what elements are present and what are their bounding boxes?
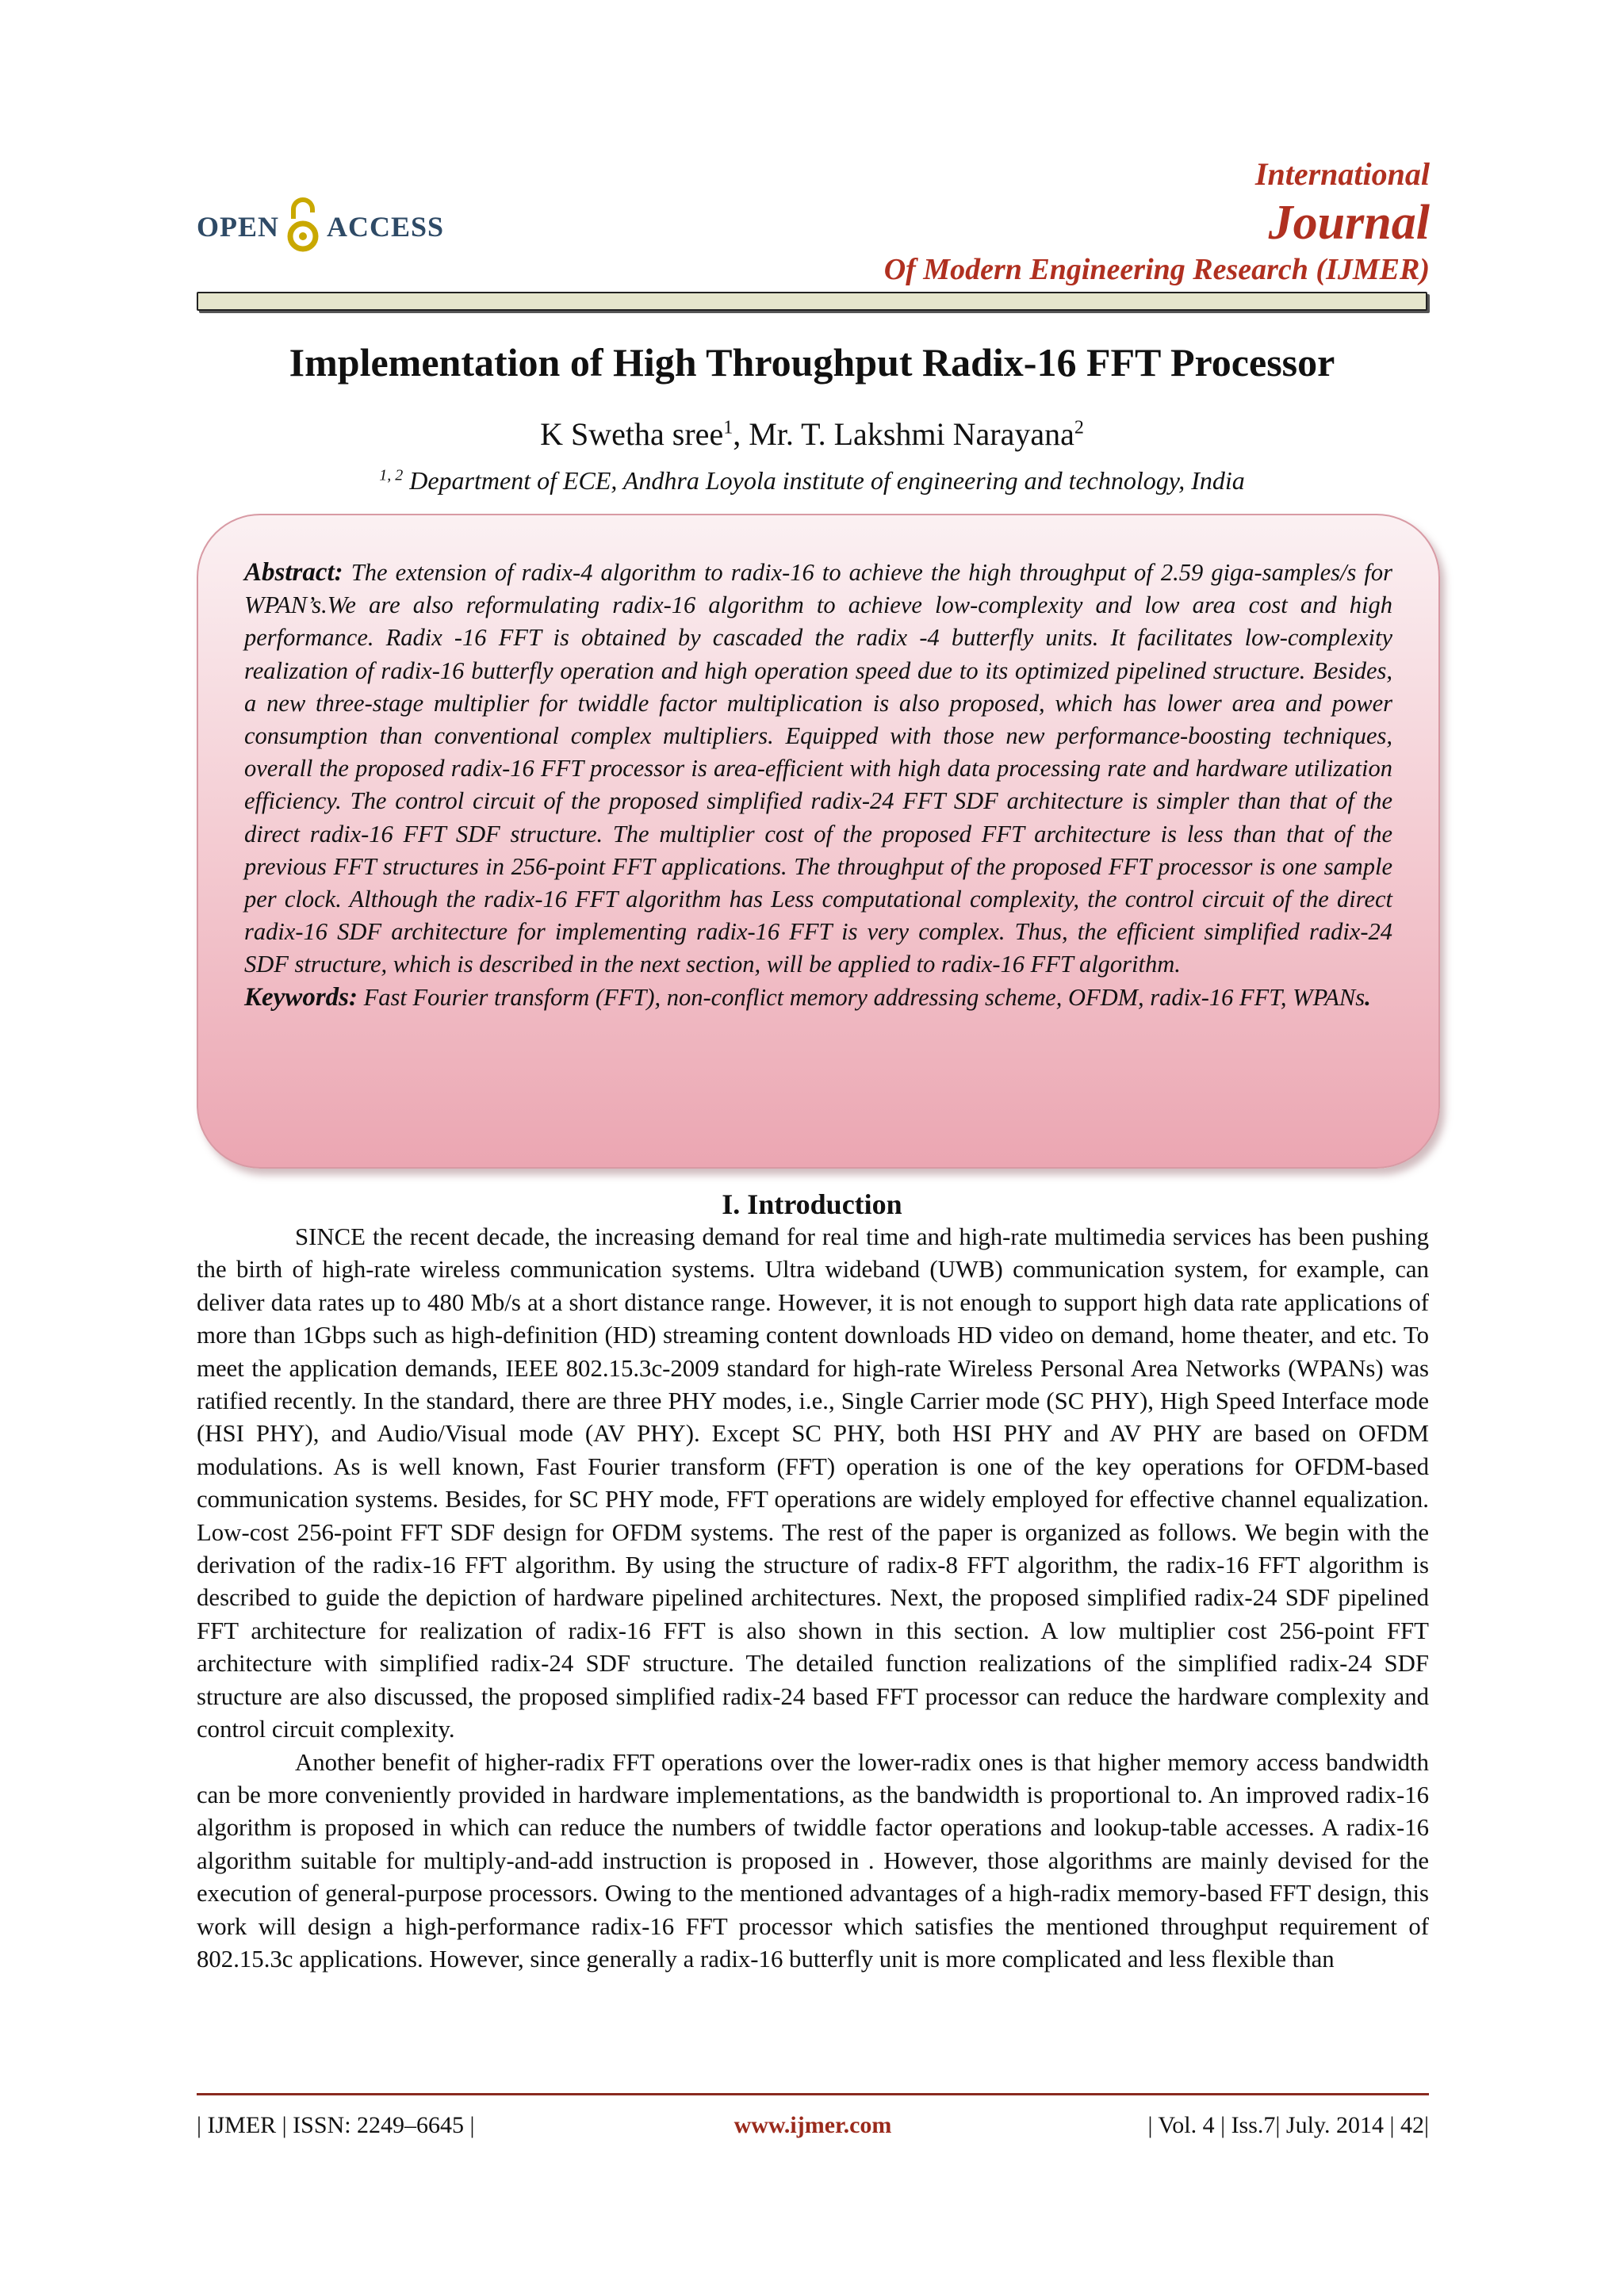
author-2-sup: 2 — [1074, 417, 1084, 438]
keywords-end: . — [1365, 983, 1371, 1011]
footer-website-link[interactable]: www.ijmer.com — [733, 2112, 892, 2138]
journal-line-international: International — [1254, 156, 1430, 192]
section-heading: I. Introduction — [722, 1188, 902, 1220]
author-1-sup: 1 — [723, 417, 733, 438]
affiliation-sup: 1, 2 — [379, 466, 404, 484]
abstract-paragraph — [244, 557, 1392, 982]
header-divider — [197, 292, 1427, 311]
affiliation-text: Department of ECE, Andhra Loyola institute of engineering and technology, India — [409, 466, 1245, 495]
keywords-paragraph — [244, 982, 1392, 1014]
open-access-badge — [197, 195, 444, 258]
body-paragraph-1: SINCE the recent decade, the increasing demand for real time and high-rate multimedia services has been pushing the birth of high-rate wireless communication systems. Ultra wideband (UWB) communication system, for example, can deliver data rates up to 480 Mb/s at a short distance range. However, it is not enough to support high data rate applications of more than 1Gbps such as high-definition (HD) streaming content downloads HD video on demand, home theater, and etc. To meet the application demands, IEEE 802.15.3c-2009 standard for high-rate Wireless Personal Area Networks (WPANs) was ratified recently. In the standard, there are three PHY modes, i.e., Single Carrier mode (SC PHY), High Speed Interface mode (HSI PHY), and Audio/Visual mode (AV PHY). Except SC PHY, both HSI PHY and AV PHY are based on OFDM modulations. As is well known, Fast Fourier transform (FFT) operation is one of the key operations for OFDM-based communication systems. Besides, for SC PHY mode, FFT operations are widely employed for effective channel equalization. Low-cost 256-point FFT SDF design for OFDM systems. The rest of the paper is organized as follows. We begin with the derivation of the radix-16 FFT algorithm. By using the structure of radix-8 FFT algorithm, the radix-16 FFT algorithm is described to guide the depiction of hardware pipelined architectures. Next, the proposed simplified radix-24 SDF pipelined FFT architecture for realization of radix-16 FFT is also shown in this section. A low multiplier cost 256-point FFT architecture with simplified radix-24 SDF structure. The detailed function realizations of the simplified radix-24 SDF structure are also discussed, the proposed simplified radix-24 based FFT processor can reduce the hardware complexity and control circuit complexity. — [197, 1223, 1429, 1743]
author-1: K Swetha sree — [540, 416, 724, 452]
abstract-label: Abstract: — [244, 558, 343, 587]
keywords-text: Fast Fourier transform (FFT), non-conflict memory addressing scheme, OFDM, radix-16 FFT, WPANs — [363, 983, 1365, 1011]
abstract-text: The extension of radix-4 algorithm to radix-16 to achieve the high throughput of 2.59 giga-samples/s for WPAN’s.We are also reformulating radix-16 algorithm to achieve low-complexity and low area cost and high performance. Radix -16 FFT is obtained by cascaded the radix -4 butterfly units. It facilitates low-complexity realization of radix-16 butterfly operation and high operation speed due to its optimized pipelined structure. Besides, a new three-stage multiplier for twiddle factor multiplication is also proposed, which has lower area and power consumption than conventional complex multipliers. Equipped with those new performance-boosting techniques, overall the proposed radix-16 FFT processor is area-efficient with high data processing rate and hardware utilization efficiency. The control circuit of the proposed simplified radix-24 FFT SDF architecture is simpler than that of the direct radix-16 FFT SDF structure. The multiplier cost of the proposed FFT architecture is less than that of the previous FFT structures in 256-point FFT applications. The throughput of the proposed FFT processor is one sample per clock. Although the radix-16 FFT algorithm has Less computational complexity, the control circuit of the direct radix-16 SDF architecture for implementing radix-16 FFT is very complex. Thus, the efficient simplified radix-24 SDF structure, which is described in the next section, will be applied to radix-16 FFT algorithm. — [244, 559, 1393, 978]
paper-authors — [0, 415, 1624, 453]
open-access-left-word: OPEN — [197, 211, 280, 243]
paper-affiliation — [0, 466, 1624, 496]
section-body — [197, 1221, 1429, 1976]
footer-volume: | Vol. 4 | Iss.7| July. 2014 | 42| — [1147, 2112, 1429, 2138]
open-access-lock-icon — [285, 195, 320, 258]
journal-line-journal: Journal — [1268, 196, 1430, 250]
abstract-box — [197, 514, 1440, 1169]
author-2: , Mr. T. Lakshmi Narayana — [733, 416, 1074, 452]
keywords-label: Keywords: — [244, 982, 358, 1012]
journal-line-name: Of Modern Engineering Research (IJMER) — [883, 253, 1430, 286]
body-paragraph-2: Another benefit of higher-radix FFT operations over the lower-radix ones is that higher memory access bandwidth can be more conveniently provided in hardware implementations, as the bandwidth is proportional to. An improved radix-16 algorithm is proposed in which can reduce the numbers of twiddle factor operations and lookup-table accesses. A radix-16 algorithm suitable for multiply-and-add instruction is proposed in . However, those algorithms are mainly devised for the execution of general-purpose processors. Owing to the mentioned advantages of a high-radix memory-based FFT design, this work will design a high-performance radix-16 FFT processor which satisfies the mentioned throughput requirement of 802.15.3c applications. However, since generally a radix-16 butterfly unit is more complicated and less flexible than — [197, 1748, 1429, 1973]
open-access-right-word: ACCESS — [327, 211, 445, 243]
footer-divider — [197, 2093, 1429, 2095]
paper-title: Implementation of High Throughput Radix-16 FFT Processor — [289, 340, 1335, 385]
page-footer — [197, 2112, 1429, 2144]
footer-issn: | IJMER | ISSN: 2249–6645 | — [197, 2112, 475, 2138]
